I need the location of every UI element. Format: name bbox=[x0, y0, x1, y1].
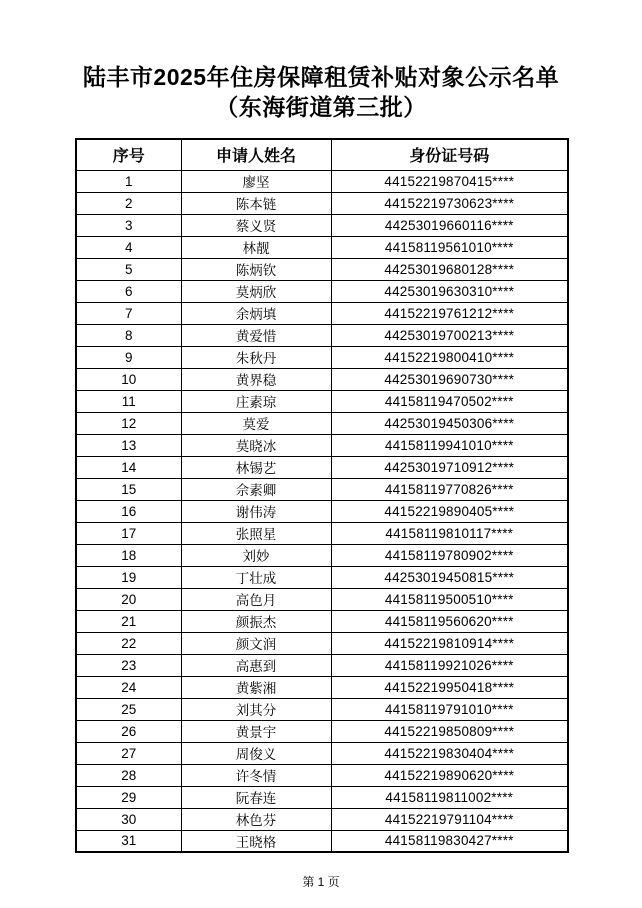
cell-index: 30 bbox=[76, 808, 181, 830]
cell-name: 许冬情 bbox=[181, 764, 331, 786]
cell-index: 12 bbox=[76, 412, 181, 434]
cell-name: 莫晓冰 bbox=[181, 434, 331, 456]
cell-index: 8 bbox=[76, 324, 181, 346]
table-row bbox=[76, 324, 568, 346]
cell-index: 23 bbox=[76, 654, 181, 676]
cell-id: 44152219890405**** bbox=[331, 500, 568, 522]
cell-index: 22 bbox=[76, 632, 181, 654]
table-row bbox=[76, 236, 568, 258]
table-row bbox=[76, 390, 568, 412]
cell-name: 廖坚 bbox=[181, 170, 331, 192]
cell-index: 5 bbox=[76, 258, 181, 280]
cell-id: 44253019680128**** bbox=[331, 258, 568, 280]
table-row bbox=[76, 544, 568, 566]
cell-id: 44158119770826**** bbox=[331, 478, 568, 500]
cell-name: 陈炳钦 bbox=[181, 258, 331, 280]
cell-name: 谢伟涛 bbox=[181, 500, 331, 522]
cell-id: 44158119811002**** bbox=[331, 786, 568, 808]
cell-id: 44152219890620**** bbox=[331, 764, 568, 786]
cell-name: 朱秋丹 bbox=[181, 346, 331, 368]
cell-index: 17 bbox=[76, 522, 181, 544]
page-number: 第 1 页 bbox=[302, 875, 340, 889]
table-row bbox=[76, 478, 568, 500]
cell-index: 10 bbox=[76, 368, 181, 390]
cell-index: 24 bbox=[76, 676, 181, 698]
cell-id: 44253019450815**** bbox=[331, 566, 568, 588]
cell-index: 20 bbox=[76, 588, 181, 610]
table-row bbox=[76, 610, 568, 632]
cell-id: 44253019710912**** bbox=[331, 456, 568, 478]
table-row bbox=[76, 808, 568, 830]
cell-name: 黄景宇 bbox=[181, 720, 331, 742]
cell-id: 44253019450306**** bbox=[331, 412, 568, 434]
cell-id: 44158119830427**** bbox=[331, 830, 568, 852]
cell-id: 44158119810117**** bbox=[331, 522, 568, 544]
cell-name: 张照星 bbox=[181, 522, 331, 544]
cell-index: 3 bbox=[76, 214, 181, 236]
table-row bbox=[76, 632, 568, 654]
table-row bbox=[76, 412, 568, 434]
cell-id: 44152219870415**** bbox=[331, 170, 568, 192]
cell-index: 15 bbox=[76, 478, 181, 500]
cell-index: 11 bbox=[76, 390, 181, 412]
cell-name: 高惠到 bbox=[181, 654, 331, 676]
table-row bbox=[76, 742, 568, 764]
cell-id: 44158119561010**** bbox=[331, 236, 568, 258]
cell-index: 4 bbox=[76, 236, 181, 258]
page-title-line1: 陆丰市2025年住房保障租赁补贴对象公示名单 bbox=[82, 64, 560, 90]
cell-index: 27 bbox=[76, 742, 181, 764]
table-row bbox=[76, 214, 568, 236]
cell-index: 16 bbox=[76, 500, 181, 522]
header-index: 序号 bbox=[76, 139, 181, 170]
cell-name: 周俊义 bbox=[181, 742, 331, 764]
cell-name: 丁壮成 bbox=[181, 566, 331, 588]
cell-id: 44152219791104**** bbox=[331, 808, 568, 830]
cell-index: 6 bbox=[76, 280, 181, 302]
cell-id: 44152219810914**** bbox=[331, 632, 568, 654]
page-title bbox=[0, 62, 642, 122]
table-row bbox=[76, 434, 568, 456]
cell-id: 44253019630310**** bbox=[331, 280, 568, 302]
cell-id: 44152219830404**** bbox=[331, 742, 568, 764]
cell-index: 26 bbox=[76, 720, 181, 742]
cell-index: 13 bbox=[76, 434, 181, 456]
cell-name: 莫爱 bbox=[181, 412, 331, 434]
cell-name: 陈本链 bbox=[181, 192, 331, 214]
table-row bbox=[76, 170, 568, 192]
cell-id: 44253019690730**** bbox=[331, 368, 568, 390]
table-row bbox=[76, 522, 568, 544]
cell-index: 9 bbox=[76, 346, 181, 368]
cell-index: 21 bbox=[76, 610, 181, 632]
cell-id: 44158119470502**** bbox=[331, 390, 568, 412]
header-name: 申请人姓名 bbox=[181, 139, 331, 170]
table-row bbox=[76, 720, 568, 742]
cell-index: 2 bbox=[76, 192, 181, 214]
table-header-row bbox=[76, 139, 568, 170]
cell-name: 蔡义贤 bbox=[181, 214, 331, 236]
cell-id: 44158119780902**** bbox=[331, 544, 568, 566]
table-row bbox=[76, 280, 568, 302]
cell-name: 刘妙 bbox=[181, 544, 331, 566]
cell-id: 44253019700213**** bbox=[331, 324, 568, 346]
cell-index: 7 bbox=[76, 302, 181, 324]
cell-name: 刘其分 bbox=[181, 698, 331, 720]
cell-name: 林靓 bbox=[181, 236, 331, 258]
cell-index: 19 bbox=[76, 566, 181, 588]
cell-id: 44152219761212**** bbox=[331, 302, 568, 324]
cell-name: 黄爱惜 bbox=[181, 324, 331, 346]
cell-index: 29 bbox=[76, 786, 181, 808]
cell-index: 28 bbox=[76, 764, 181, 786]
cell-id: 44158119500510**** bbox=[331, 588, 568, 610]
cell-id: 44152219730623**** bbox=[331, 192, 568, 214]
cell-id: 44152219950418**** bbox=[331, 676, 568, 698]
table-row bbox=[76, 258, 568, 280]
table-row bbox=[76, 500, 568, 522]
cell-name: 颜文润 bbox=[181, 632, 331, 654]
cell-name: 庄素琼 bbox=[181, 390, 331, 412]
cell-index: 18 bbox=[76, 544, 181, 566]
cell-id: 44253019660116**** bbox=[331, 214, 568, 236]
table-row bbox=[76, 654, 568, 676]
table-row bbox=[76, 830, 568, 852]
table-row bbox=[76, 764, 568, 786]
roster-table bbox=[75, 138, 569, 853]
table-row bbox=[76, 456, 568, 478]
table-row bbox=[76, 786, 568, 808]
cell-name: 黄紫湘 bbox=[181, 676, 331, 698]
cell-name: 王晓格 bbox=[181, 830, 331, 852]
cell-name: 阮春连 bbox=[181, 786, 331, 808]
table-row bbox=[76, 192, 568, 214]
cell-index: 14 bbox=[76, 456, 181, 478]
cell-id: 44152219800410**** bbox=[331, 346, 568, 368]
cell-name: 莫炳欣 bbox=[181, 280, 331, 302]
table-row bbox=[76, 588, 568, 610]
table-row bbox=[76, 676, 568, 698]
cell-name: 高色月 bbox=[181, 588, 331, 610]
table-row bbox=[76, 566, 568, 588]
cell-name: 颜振杰 bbox=[181, 610, 331, 632]
header-id-number: 身份证号码 bbox=[331, 139, 568, 170]
cell-id: 44158119560620**** bbox=[331, 610, 568, 632]
cell-index: 1 bbox=[76, 170, 181, 192]
cell-id: 44152219850809**** bbox=[331, 720, 568, 742]
table-row bbox=[76, 302, 568, 324]
cell-name: 余炳填 bbox=[181, 302, 331, 324]
cell-name: 黄界稳 bbox=[181, 368, 331, 390]
table-row bbox=[76, 698, 568, 720]
cell-index: 31 bbox=[76, 830, 181, 852]
table-row bbox=[76, 368, 568, 390]
cell-id: 44158119791010**** bbox=[331, 698, 568, 720]
table-body bbox=[76, 170, 568, 852]
cell-id: 44158119921026**** bbox=[331, 654, 568, 676]
table-row bbox=[76, 346, 568, 368]
cell-index: 25 bbox=[76, 698, 181, 720]
cell-name: 林色芬 bbox=[181, 808, 331, 830]
cell-id: 44158119941010**** bbox=[331, 434, 568, 456]
page-title-line2: （东海街道第三批） bbox=[215, 94, 427, 120]
cell-name: 佘素卿 bbox=[181, 478, 331, 500]
cell-name: 林锡艺 bbox=[181, 456, 331, 478]
